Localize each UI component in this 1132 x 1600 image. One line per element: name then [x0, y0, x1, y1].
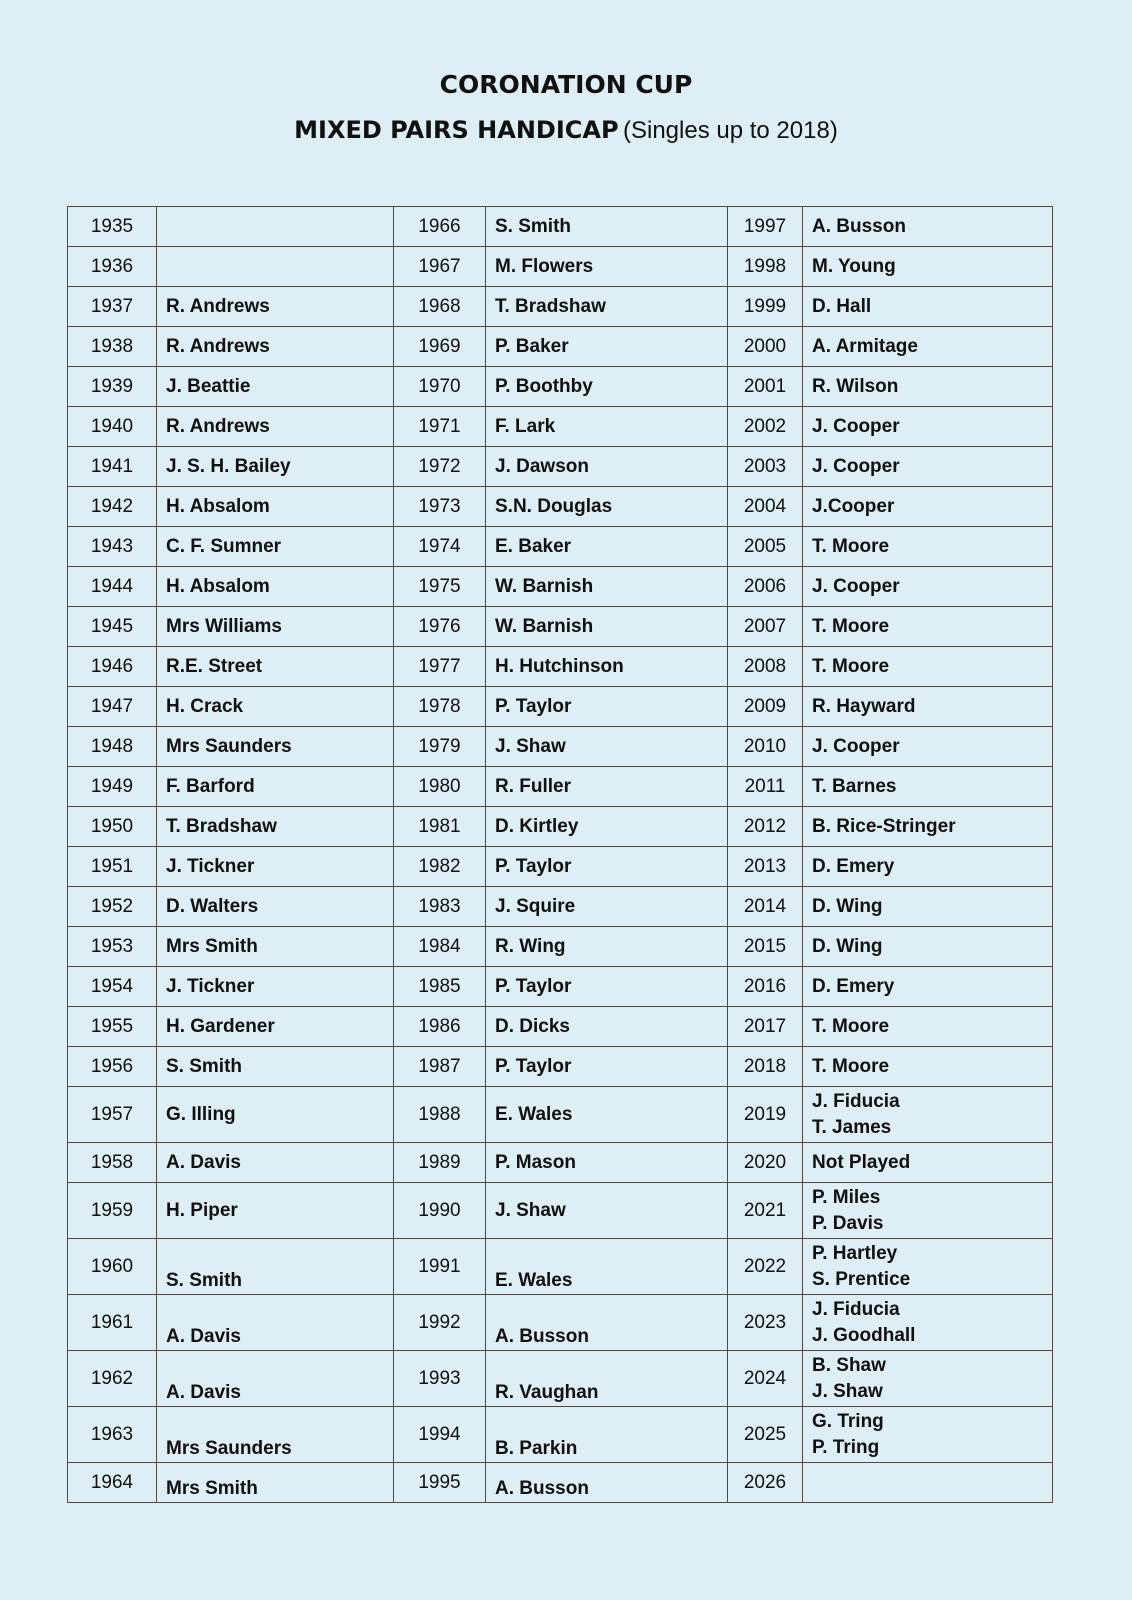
year-cell: 1977: [394, 647, 486, 687]
year-cell: 1939: [68, 367, 157, 407]
year-cell: 1982: [394, 847, 486, 887]
table-row: [68, 887, 1053, 927]
winner-cell: A. Busson: [486, 1295, 728, 1351]
winner-cell: [803, 1239, 1053, 1295]
year-cell: 1970: [394, 367, 486, 407]
winner-cell: J. S. H. Bailey: [157, 447, 394, 487]
year-cell: 1990: [394, 1183, 486, 1239]
winner-cell: W. Barnish: [486, 607, 728, 647]
year-cell: 2010: [728, 727, 803, 767]
winner-name: J. Fiducia: [812, 1090, 900, 1112]
winner-cell: Mrs Saunders: [157, 727, 394, 767]
year-cell: 1975: [394, 567, 486, 607]
year-cell: 2002: [728, 407, 803, 447]
winner-cell: S. Smith: [157, 1239, 394, 1295]
winner-cell: [803, 807, 1053, 847]
winner-cell: J. Tickner: [157, 967, 394, 1007]
year-cell: 2006: [728, 567, 803, 607]
table-row: [68, 487, 1053, 527]
winner-cell: A. Davis: [157, 1351, 394, 1407]
year-cell: 1957: [68, 1087, 157, 1143]
table-row: [68, 1463, 1053, 1503]
winner-name: T. Moore: [812, 1015, 890, 1037]
year-cell: 2023: [728, 1295, 803, 1351]
winner-cell: [803, 847, 1053, 887]
winner-cell: P. Taylor: [486, 847, 728, 887]
table-row: [68, 1143, 1053, 1183]
winner-cell: S. Smith: [157, 1047, 394, 1087]
winner-name: T. Moore: [812, 535, 890, 557]
winner-cell: J. Beattie: [157, 367, 394, 407]
table-row: [68, 1183, 1053, 1239]
year-cell: 1991: [394, 1239, 486, 1295]
winner-cell: F. Lark: [486, 407, 728, 447]
year-cell: 2011: [728, 767, 803, 807]
winner-cell: R. Fuller: [486, 767, 728, 807]
subtitle-bold: MIXED PAIRS HANDICAP: [294, 116, 619, 144]
results-table: [67, 206, 1053, 1503]
year-cell: 2004: [728, 487, 803, 527]
year-cell: 1968: [394, 287, 486, 327]
winner-cell: P. Boothby: [486, 367, 728, 407]
table-row: [68, 847, 1053, 887]
year-cell: 2017: [728, 1007, 803, 1047]
table-row: [68, 247, 1053, 287]
winner-name: D. Hall: [812, 295, 872, 317]
year-cell: 1987: [394, 1047, 486, 1087]
winner-name: J. Cooper: [812, 415, 900, 437]
winner-cell: S. Smith: [486, 207, 728, 247]
winner-name: T. Moore: [812, 655, 890, 677]
year-cell: 1958: [68, 1143, 157, 1183]
table-row: [68, 767, 1053, 807]
winner-cell: [803, 967, 1053, 1007]
winner-cell: [803, 687, 1053, 727]
winner-cell: S.N. Douglas: [486, 487, 728, 527]
winner-name: T. Barnes: [812, 775, 897, 797]
year-cell: 1971: [394, 407, 486, 447]
winner-partner-name: J. Goodhall: [812, 1324, 916, 1346]
winner-name: J.Cooper: [812, 495, 895, 517]
year-cell: 2008: [728, 647, 803, 687]
year-cell: 1993: [394, 1351, 486, 1407]
winner-cell: Mrs Williams: [157, 607, 394, 647]
winner-cell: P. Taylor: [486, 967, 728, 1007]
table-row: [68, 807, 1053, 847]
winner-cell: E. Wales: [486, 1239, 728, 1295]
year-cell: 1946: [68, 647, 157, 687]
winner-name: J. Cooper: [812, 735, 900, 757]
table-row: [68, 727, 1053, 767]
year-cell: 1937: [68, 287, 157, 327]
year-cell: 1944: [68, 567, 157, 607]
table-row: [68, 567, 1053, 607]
year-cell: 2026: [728, 1463, 803, 1503]
table-row: [68, 407, 1053, 447]
table-row: [68, 1407, 1053, 1463]
winner-cell: Mrs Saunders: [157, 1407, 394, 1463]
winner-name: J. Fiducia: [812, 1298, 900, 1320]
year-cell: 1988: [394, 1087, 486, 1143]
year-cell: 1962: [68, 1351, 157, 1407]
year-cell: 1951: [68, 847, 157, 887]
year-cell: 1940: [68, 407, 157, 447]
table-row: [68, 1087, 1053, 1143]
year-cell: 1953: [68, 927, 157, 967]
winner-name: M. Young: [812, 255, 896, 277]
winner-cell: J. Tickner: [157, 847, 394, 887]
winner-cell: [803, 447, 1053, 487]
table-row: [68, 607, 1053, 647]
year-cell: 1963: [68, 1407, 157, 1463]
winner-name: A. Busson: [812, 215, 906, 237]
table-row: [68, 927, 1053, 967]
winner-name: Not Played: [812, 1151, 911, 1173]
table-row: [68, 1047, 1053, 1087]
winner-name: G. Tring: [812, 1410, 884, 1432]
winner-cell: J. Squire: [486, 887, 728, 927]
winner-cell: [803, 1183, 1053, 1239]
year-cell: 2020: [728, 1143, 803, 1183]
winner-name: D. Emery: [812, 975, 895, 997]
table-row: [68, 1295, 1053, 1351]
winner-cell: H. Crack: [157, 687, 394, 727]
table-row: [68, 327, 1053, 367]
winner-name: T. Moore: [812, 1055, 890, 1077]
winner-name: P. Hartley: [812, 1242, 898, 1264]
year-cell: 1978: [394, 687, 486, 727]
winner-cell: [803, 1351, 1053, 1407]
year-cell: 1985: [394, 967, 486, 1007]
winner-partner-name: S. Prentice: [812, 1268, 911, 1290]
winner-cell: D. Kirtley: [486, 807, 728, 847]
table-row: [68, 367, 1053, 407]
winner-cell: P. Mason: [486, 1143, 728, 1183]
winner-cell: [803, 607, 1053, 647]
year-cell: 1941: [68, 447, 157, 487]
year-cell: 2009: [728, 687, 803, 727]
winner-partner-name: J. Shaw: [812, 1380, 883, 1402]
winner-cell: J. Shaw: [486, 1183, 728, 1239]
winner-cell: R. Andrews: [157, 407, 394, 447]
winner-cell: [803, 727, 1053, 767]
winner-cell: P. Taylor: [486, 687, 728, 727]
year-cell: 1961: [68, 1295, 157, 1351]
winner-cell: A. Davis: [157, 1143, 394, 1183]
table-row: [68, 967, 1053, 1007]
year-cell: 1981: [394, 807, 486, 847]
winner-cell: [803, 287, 1053, 327]
year-cell: 1966: [394, 207, 486, 247]
year-cell: 2000: [728, 327, 803, 367]
winner-cell: [803, 767, 1053, 807]
year-cell: 1980: [394, 767, 486, 807]
page-title: CORONATION CUP: [439, 70, 693, 99]
winner-cell: [157, 207, 394, 247]
year-cell: 2001: [728, 367, 803, 407]
winner-cell: [803, 1143, 1053, 1183]
winner-cell: R. Andrews: [157, 327, 394, 367]
winner-cell: F. Barford: [157, 767, 394, 807]
table-row: [68, 1007, 1053, 1047]
year-cell: 1950: [68, 807, 157, 847]
year-cell: 1954: [68, 967, 157, 1007]
winner-cell: T. Bradshaw: [486, 287, 728, 327]
year-cell: 2016: [728, 967, 803, 1007]
table-row: [68, 447, 1053, 487]
winner-cell: [803, 527, 1053, 567]
table-row: [68, 207, 1053, 247]
winner-cell: P. Baker: [486, 327, 728, 367]
winner-cell: A. Busson: [486, 1463, 728, 1503]
results-table-body: [68, 207, 1053, 1503]
winner-name: D. Wing: [812, 895, 883, 917]
year-cell: 2019: [728, 1087, 803, 1143]
winner-cell: C. F. Sumner: [157, 527, 394, 567]
year-cell: 2022: [728, 1239, 803, 1295]
year-cell: 1960: [68, 1239, 157, 1295]
winner-cell: [803, 247, 1053, 287]
page-subtitle: [0, 116, 1132, 145]
year-cell: 1992: [394, 1295, 486, 1351]
year-cell: 1947: [68, 687, 157, 727]
table-row: [68, 1351, 1053, 1407]
winner-cell: R.E. Street: [157, 647, 394, 687]
year-cell: 1942: [68, 487, 157, 527]
year-cell: 1956: [68, 1047, 157, 1087]
winner-partner-name: P. Tring: [812, 1436, 880, 1458]
year-cell: 1989: [394, 1143, 486, 1183]
winner-cell: G. Illing: [157, 1087, 394, 1143]
winner-cell: D. Walters: [157, 887, 394, 927]
winner-cell: J. Dawson: [486, 447, 728, 487]
year-cell: 2024: [728, 1351, 803, 1407]
winner-cell: H. Absalom: [157, 567, 394, 607]
year-cell: 2018: [728, 1047, 803, 1087]
winner-name: D. Wing: [812, 935, 883, 957]
winner-cell: [803, 1007, 1053, 1047]
year-cell: 1973: [394, 487, 486, 527]
subtitle-note: (Singles up to 2018): [623, 117, 838, 144]
winner-name: R. Wilson: [812, 375, 899, 397]
winner-cell: H. Hutchinson: [486, 647, 728, 687]
winner-cell: [803, 927, 1053, 967]
year-cell: 1936: [68, 247, 157, 287]
winner-name: T. Moore: [812, 615, 890, 637]
winner-cell: R. Wing: [486, 927, 728, 967]
winner-name: B. Rice-Stringer: [812, 815, 956, 837]
year-cell: 1943: [68, 527, 157, 567]
winner-partner-name: P. Davis: [812, 1212, 884, 1234]
year-cell: 1994: [394, 1407, 486, 1463]
year-cell: 1983: [394, 887, 486, 927]
winner-cell: [803, 1047, 1053, 1087]
winner-cell: [803, 887, 1053, 927]
year-cell: 2025: [728, 1407, 803, 1463]
year-cell: 1976: [394, 607, 486, 647]
winner-cell: [803, 1295, 1053, 1351]
year-cell: 2005: [728, 527, 803, 567]
winner-cell: [803, 1087, 1053, 1143]
winner-cell: W. Barnish: [486, 567, 728, 607]
year-cell: 1945: [68, 607, 157, 647]
table-row: [68, 687, 1053, 727]
winner-cell: H. Gardener: [157, 1007, 394, 1047]
winner-name: R. Hayward: [812, 695, 916, 717]
year-cell: 1967: [394, 247, 486, 287]
year-cell: 2007: [728, 607, 803, 647]
winner-cell: B. Parkin: [486, 1407, 728, 1463]
winner-cell: [803, 647, 1053, 687]
winner-cell: Mrs Smith: [157, 1463, 394, 1503]
winner-cell: [157, 247, 394, 287]
year-cell: 1959: [68, 1183, 157, 1239]
winner-cell: R. Andrews: [157, 287, 394, 327]
year-cell: 2021: [728, 1183, 803, 1239]
winner-cell: T. Bradshaw: [157, 807, 394, 847]
year-cell: 2015: [728, 927, 803, 967]
year-cell: 2013: [728, 847, 803, 887]
winner-cell: R. Vaughan: [486, 1351, 728, 1407]
winner-cell: [803, 207, 1053, 247]
winner-cell: [803, 327, 1053, 367]
year-cell: 1935: [68, 207, 157, 247]
winner-name: P. Miles: [812, 1186, 881, 1208]
table-row: [68, 647, 1053, 687]
winner-name: D. Emery: [812, 855, 895, 877]
winner-cell: M. Flowers: [486, 247, 728, 287]
year-cell: 1964: [68, 1463, 157, 1503]
table-row: [68, 527, 1053, 567]
year-cell: 1974: [394, 527, 486, 567]
winner-cell: H. Piper: [157, 1183, 394, 1239]
winner-cell: [803, 367, 1053, 407]
winner-cell: Mrs Smith: [157, 927, 394, 967]
winner-cell: [803, 1407, 1053, 1463]
winner-cell: E. Baker: [486, 527, 728, 567]
year-cell: 1972: [394, 447, 486, 487]
winner-name: J. Cooper: [812, 575, 900, 597]
winner-cell: D. Dicks: [486, 1007, 728, 1047]
winner-name: B. Shaw: [812, 1354, 886, 1376]
year-cell: 2003: [728, 447, 803, 487]
year-cell: 1997: [728, 207, 803, 247]
year-cell: 2012: [728, 807, 803, 847]
winner-cell: P. Taylor: [486, 1047, 728, 1087]
winner-cell: J. Shaw: [486, 727, 728, 767]
table-row: [68, 1239, 1053, 1295]
winner-cell: [803, 407, 1053, 447]
year-cell: 1995: [394, 1463, 486, 1503]
winner-cell: H. Absalom: [157, 487, 394, 527]
winner-name: A. Armitage: [812, 335, 918, 357]
winner-partner-name: T. James: [812, 1116, 892, 1138]
winner-cell: [803, 567, 1053, 607]
year-cell: 1984: [394, 927, 486, 967]
winner-cell: [803, 1463, 1053, 1503]
year-cell: 1948: [68, 727, 157, 767]
winner-name: J. Cooper: [812, 455, 900, 477]
year-cell: 1952: [68, 887, 157, 927]
table-row: [68, 287, 1053, 327]
year-cell: 2014: [728, 887, 803, 927]
year-cell: 1998: [728, 247, 803, 287]
year-cell: 1979: [394, 727, 486, 767]
year-cell: 1955: [68, 1007, 157, 1047]
winner-cell: E. Wales: [486, 1087, 728, 1143]
winner-cell: [803, 487, 1053, 527]
winner-cell: A. Davis: [157, 1295, 394, 1351]
year-cell: 1986: [394, 1007, 486, 1047]
year-cell: 1969: [394, 327, 486, 367]
year-cell: 1949: [68, 767, 157, 807]
year-cell: 1938: [68, 327, 157, 367]
year-cell: 1999: [728, 287, 803, 327]
